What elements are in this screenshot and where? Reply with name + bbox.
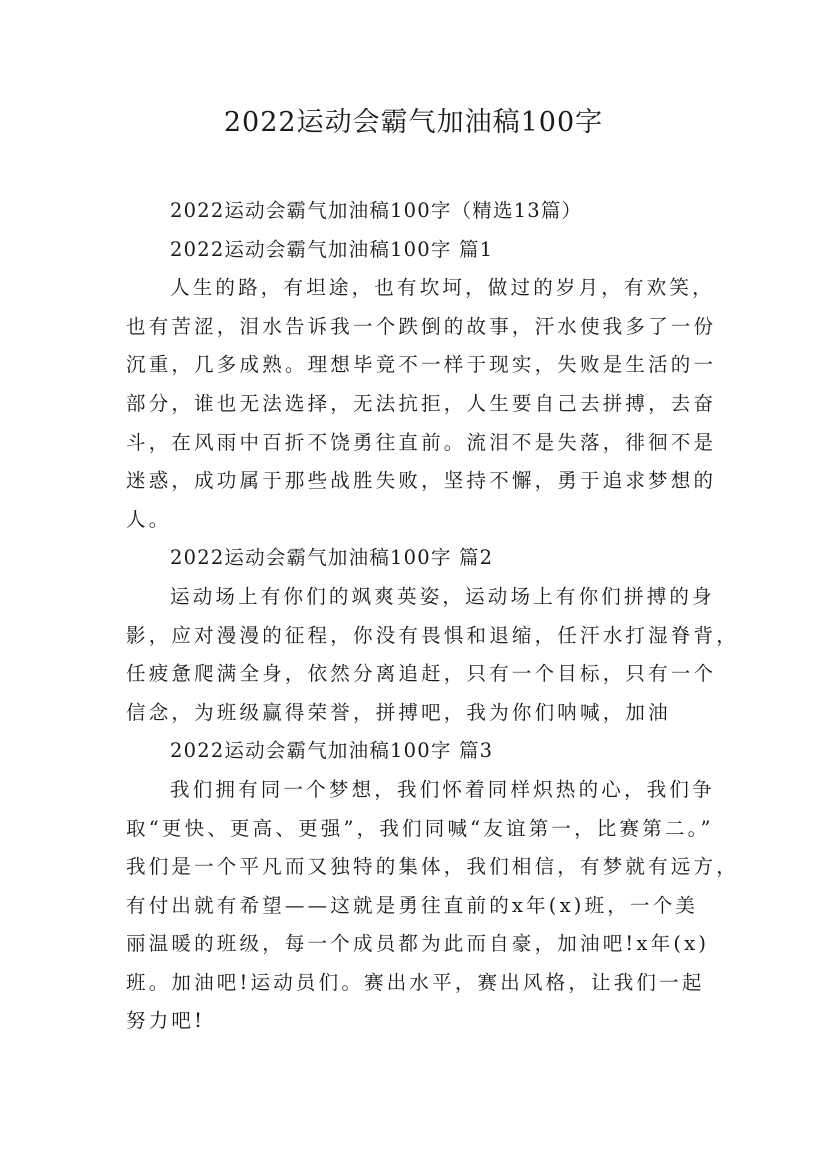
section-heading: 2022运动会霸气加油稿100字 篇3 <box>170 739 494 763</box>
paragraph-line: 任疲惫爬满全身，依然分离追赶，只有一个目标，只有一个 <box>126 662 717 686</box>
paragraph-line: 我们是一个平凡而又独特的集体，我们相信，有梦就有远方， <box>126 855 739 879</box>
paragraph-line: 丽温暖的班级，每一个成员都为此而自豪，加油吧!x年(x) <box>126 932 710 956</box>
paragraph-line: 迷惑，成功属于那些战胜失败，坚持不懈，勇于追求梦想的 <box>126 469 717 493</box>
paragraph-line: 班。加油吧!运动员们。赛出水平，赛出风格，让我们一起 <box>126 970 705 994</box>
document-body <box>126 192 739 1041</box>
paragraph-line: 运动场上有你们的飒爽英姿，运动场上有你们拼搏的身 <box>170 584 715 608</box>
section-heading: 2022运动会霸气加油稿100字（精选13篇） <box>170 199 583 222</box>
paragraph-line: 人生的路，有坦途，也有坎坷，做过的岁月，有欢笑， <box>170 276 715 300</box>
document-title: 2022运动会霸气加油稿100字 <box>223 107 604 138</box>
paragraph-line: 影，应对漫漫的征程，你没有畏惧和退缩，任汗水打湿脊背， <box>126 623 739 647</box>
paragraph-line: 斗，在风雨中百折不饶勇往直前。流泪不是失落，徘徊不是 <box>126 430 717 454</box>
paragraph-line: 取“更快、更高、更强”，我们同喊“友谊第一，比赛第二。” <box>126 816 714 840</box>
paragraph-line: 部分，谁也无法选择，无法抗拒，人生要自己去拼搏，去奋 <box>126 391 717 415</box>
section-heading: 2022运动会霸气加油稿100字 篇2 <box>170 546 494 570</box>
paragraph-line: 信念，为班级赢得荣誉，拼搏吧，我为你们呐喊，加油 <box>126 700 671 724</box>
paragraph-line: 沉重，几多成熟。理想毕竟不一样于现实，失败是生活的一 <box>126 353 717 377</box>
paragraph-line: 人。 <box>126 507 172 531</box>
paragraph-line: 有付出就有希望——这就是勇往直前的x年(x)班，一个美 <box>126 893 699 917</box>
section-heading: 2022运动会霸气加油稿100字 篇1 <box>170 237 494 261</box>
paragraph-line: 我们拥有同一个梦想，我们怀着同样炽热的心，我们争 <box>170 777 715 801</box>
paragraph-line: 努力吧! <box>126 1009 206 1033</box>
paragraph-line: 也有苦涩，泪水告诉我一个跌倒的故事，汗水使我多了一份 <box>126 314 717 338</box>
